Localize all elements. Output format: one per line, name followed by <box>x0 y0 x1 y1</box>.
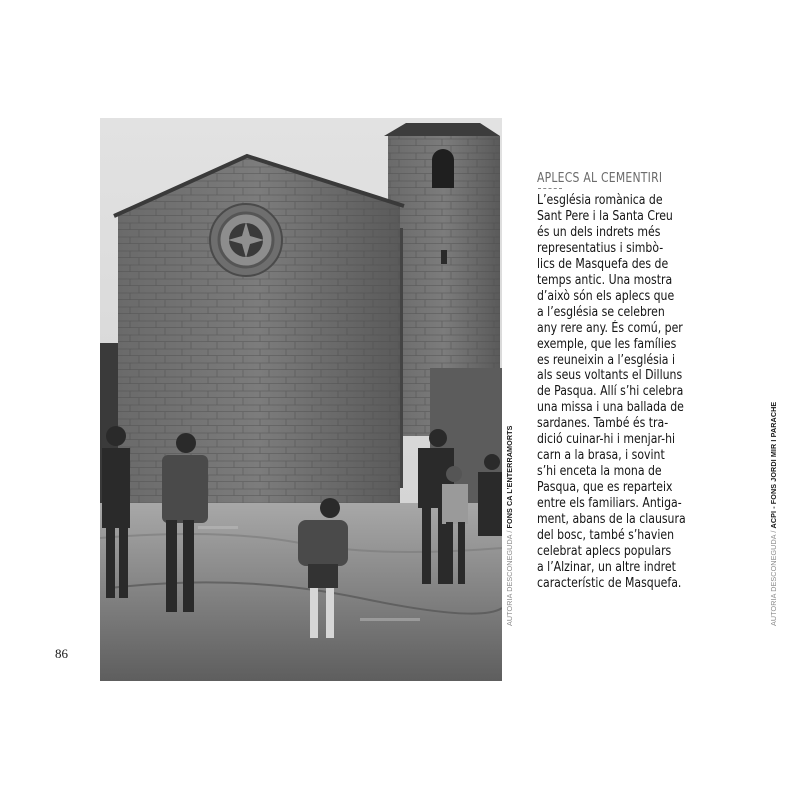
body-line: una missa i una ballada de <box>537 400 684 416</box>
body-line: a l’Alzinar, un altre indret <box>537 559 676 575</box>
body-line: ment, abans de la clausura <box>537 512 686 528</box>
page-number: 86 <box>55 646 68 661</box>
body-line: sardanes. També és tra- <box>537 416 669 432</box>
page-credit <box>769 402 778 626</box>
body-line: L’església romànica de <box>537 193 663 208</box>
body-line: temps antic. Una mostra <box>537 272 673 288</box>
text-section <box>537 170 697 592</box>
body-line: celebrat aplecs populars <box>537 543 672 559</box>
body-line: entre els familiars. Antiga- <box>537 496 682 512</box>
body-line: del bosc, també s’havien <box>537 528 675 544</box>
page-credit-author: AUTORIA DESCONEGUDA / <box>769 528 778 626</box>
body-line: representatius i simbò- <box>537 240 664 256</box>
body-line: als seus voltants el Dilluns <box>537 368 683 384</box>
photo-credit <box>505 426 514 627</box>
body-line: lics de Masquefa des de <box>537 256 669 272</box>
church-photograph <box>100 118 502 681</box>
body-line: dició cuinar-hi i menjar-hi <box>537 432 676 448</box>
photo-credit-source: FONS CA L’ENTERRAMORTS <box>505 425 514 529</box>
body-line: característic de Masquefa. <box>537 575 682 591</box>
body-line: s’hi enceta la mona de <box>537 464 662 480</box>
title-divider <box>538 188 562 189</box>
photo-credit-author: AUTORIA DESCONEGUDA / <box>505 528 514 626</box>
body-line: es reuneixin a l’església i <box>537 352 676 368</box>
body-line: any rere any. És comú, per <box>537 320 683 336</box>
body-line: és un dels indrets més <box>537 224 661 240</box>
body-line: Pasqua, que es reparteix <box>537 480 673 496</box>
body-line: a l’església se celebren <box>537 304 665 320</box>
page-credit-source: ACPI - FONS JORDI MIR I PARACHE <box>769 401 778 529</box>
body-line: Sant Pere i la Santa Creu <box>537 208 673 224</box>
body-text <box>537 193 697 592</box>
body-line: de Pasqua. Allí s’hi celebra <box>537 384 684 400</box>
body-line: carn a la brasa, i sovint <box>537 448 665 464</box>
body-line: exemple, que les famílies <box>537 336 677 352</box>
body-line: d’això són els aplecs que <box>537 288 675 304</box>
section-title: APLECS AL CEMENTIRI <box>537 171 663 186</box>
